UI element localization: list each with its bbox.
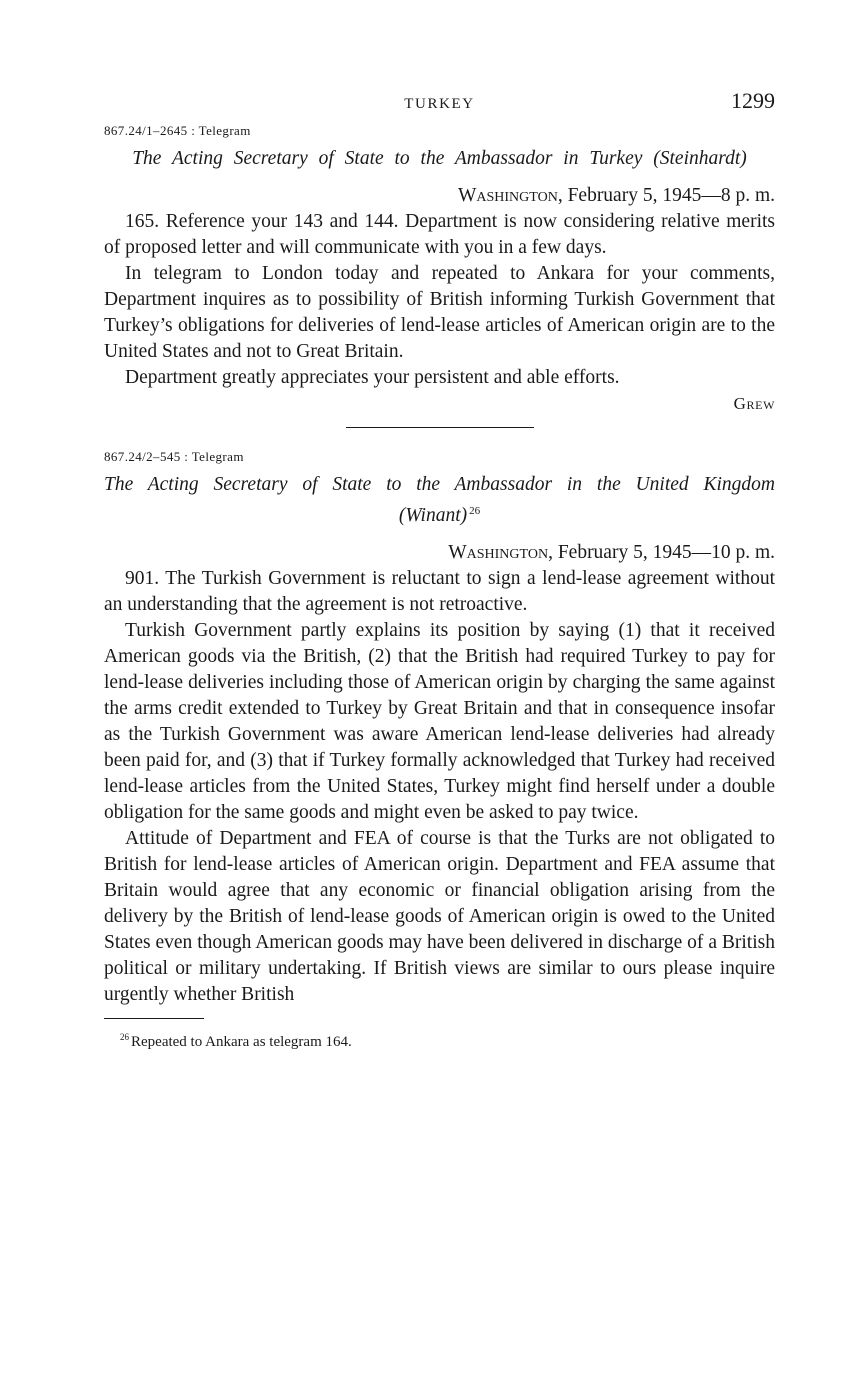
paragraph: Turkish Government partly explains its position by saying (1) that it received American goods via the British, (2) that the British had required Turkey to pay for lend-lease deliveries including those of American origin by charging the same against the arms credit extended to Turkey by Great Britain and that in consequence insofar as the Turkish Government was aware American lend-lease deliveries had already been paid for, and (3) that if Turkey formally acknowledged that Turkey had received lend-lease articles from the United States, Turkey might find herself under a double obligation for the same goods and might even be asked to pay twice. [104, 620, 775, 823]
running-head [104, 88, 775, 122]
document-reference: 867.24/2–545 : Telegram [104, 449, 244, 464]
dateline-place: Washington [448, 542, 549, 563]
document-reference: 867.24/1–2645 : Telegram [104, 123, 251, 138]
dateline-date: , February 5, 1945—8 p. m. [557, 185, 775, 206]
document-title [104, 146, 775, 172]
footnote-marker: 26 [469, 505, 481, 517]
document-title-text: The Acting Secretary of State to the Ambassador in the United Kingdom (Winant) [104, 474, 775, 526]
paragraph: 901. The Turkish Government is reluctant to sign a lend-lease agreement without an understanding that the agreement is not retroactive. [104, 568, 775, 615]
paragraph: 165. Reference your 143 and 144. Department is now considering relative merits of proposed letter and will communicate with you in a few days. [104, 211, 775, 258]
document-1 [104, 122, 775, 417]
page-number: 1299 [731, 88, 775, 113]
paragraph: In telegram to London today and repeated to Ankara for your comments, Department inquires as to possibility of British informing Turkish Government that Turkey’s obligations for deliveries of lend-lease articles of American origin are to the United States and not to Great Britain. [104, 263, 775, 362]
paragraph: Department greatly appreciates your persistent and able efforts. [125, 367, 620, 388]
footnote-number: 26 [120, 1032, 129, 1042]
document-title-text: The Acting Secretary of State to the Ambassador in Turkey (Steinhardt) [132, 148, 747, 169]
section-divider [346, 427, 534, 428]
footnote [120, 1027, 775, 1052]
footnote-rule [104, 1018, 204, 1019]
dateline-place: Washington [457, 185, 558, 206]
dateline [104, 183, 775, 209]
paragraph: Attitude of Department and FEA of course is that the Turks are not obligated to British for lend-lease articles of American origin. Department and FEA assume that Britain would agree that any economic or financial obligation arising from the delivery by the British of lend-lease goods of American origin is owed to the United States even though American goods may have been delivered in discharge of a British political or military undertaking. If British views are similar to ours please inquire urgently whether British [104, 828, 775, 1005]
running-title: TURKEY [404, 96, 475, 112]
document-title [104, 472, 775, 529]
dateline-date: , February 5, 1945—10 p. m. [548, 542, 775, 563]
document-page [104, 88, 775, 1052]
document-2 [104, 448, 775, 1008]
dateline [104, 540, 775, 566]
footnote-text: Repeated to Ankara as telegram 164. [131, 1034, 352, 1050]
signature: Grew [733, 394, 775, 413]
